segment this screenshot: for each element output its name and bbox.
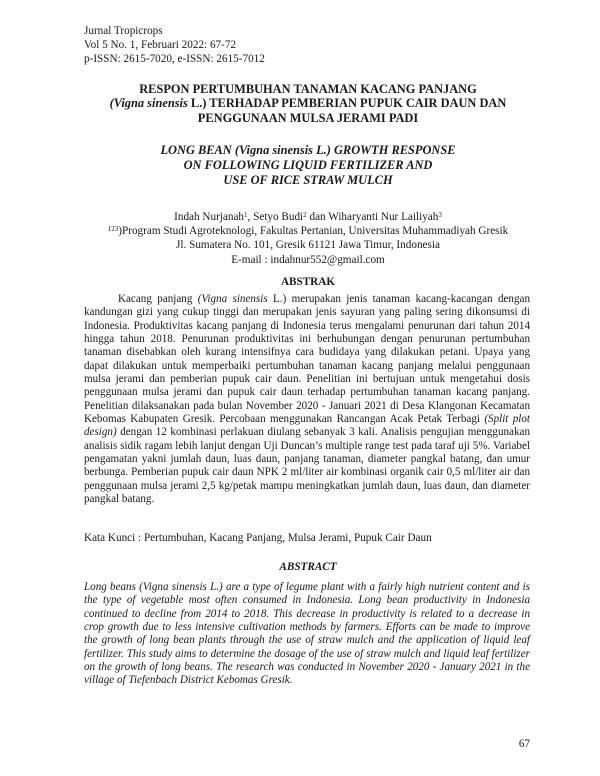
abstrak-text-1: Kacang panjang: [118, 293, 198, 305]
journal-header: [84, 24, 265, 66]
author-2: , Setyo Budi: [247, 211, 304, 223]
abstrak-text-2: L.) merupakan jenis tanaman kacang-kacangan dengan kandungan gizi yang cukup tinggi dan merupakan jenis sayuran yang paling sering dikonsumsi di Indonesia. Produktivitas kacang panjang di Indonesia terus mengalami penurunan dari tahun 2014 hingga tahun 2018. Penurunan produktivitas ini berhubungan dengan penurunan pertumbuhan tanaman disebabkan oleh kurang intensifnya cara budidaya yang dilakukan petani. Upaya yang dapat dilakukan untuk memperbaiki pertumbuhan tanaman kacang panjang melalui penggunaan mulsa jerami dan pemberian pupuk cair daun. Penelitian ini bertujuan untuk mengetahui dosis penggunaan mulsa jerami dan pupuk cair daun terhadap pertumbuhan tanaman kacang panjang. Penelitian dilaksanakan pada bulan November 2020 - Januari 2021 di Desa Klangonan Kecamatan Kebomas Kabupaten Gresik. Percobaan menggunakan Rancangan Acak Petak Terbagi: [84, 293, 530, 426]
author-3-sup: 3: [438, 211, 442, 219]
author-1-sup: 1: [244, 211, 248, 219]
journal-name: Jurnal Tropicrops: [84, 25, 163, 37]
title-indonesian: [84, 82, 532, 125]
abstrak-body: [84, 293, 530, 507]
keywords: Kata Kunci : Pertumbuhan, Kacang Panjang, Mulsa Jerami, Pupuk Cair Daun: [84, 532, 432, 544]
page-number: 67: [518, 738, 530, 750]
abstrak-text-3: dengan 12 kombinasi perlakuan diulang sebanyak 3 kali. Analisis pengujian menggunakan analisis sidik ragam lebih lanjut dengan Uji Duncan’s multiple range test pada taraf uji 5%. Variabel pengamatan yakni jumlah daun, luas daun, panjang tanaman, diameter pangkal batang, dan umur berbunga. Pemberian pupuk cair daun NPK 2 ml/liter air kombinasi organik cair 0,5 ml/liter air dan penggunaan mulsa jerami 2,5 kg/petak mampu meningkatkan jumlah daun, luas daun, dan diameter pangkal batang.: [84, 426, 530, 506]
address: Jl. Sumatera No. 101, Gresik 61121 Jawa Timur, Indonesia: [176, 239, 440, 252]
author-block: [84, 210, 532, 267]
author-2-sup: 2: [303, 211, 307, 219]
abstract-body: Long beans (Vigna sinensis L.) are a type of legume plant with a fairly high nutrient content and is the type of vegetable most often consumed in Indonesia. Long bean productivity in Indonesia continued to decline from 2014 to 2018. This decrease in productivity is related to a decrease in crop growth due to less intensive cultivation methods by farmers. Efforts can be made to improve the growth of long bean plants through the use of straw mulch and the application of liquid leaf fertilizer. This study aims to determine the dosage of the use of straw mulch and liquid leaf fertilizer on the growth of long beans. The research was conducted in November 2020 - January 2021 in the village of Tiefenbach District Kebomas Gresik.: [84, 581, 530, 687]
title-en-line-1: LONG BEAN (Vigna sinensis L.) GROWTH RESPONSE: [160, 143, 456, 157]
journal-volume: Vol 5 No. 1, Februari 2022: 67-72: [84, 39, 237, 51]
author-3: dan Wiharyanti Nur Lailiyah: [306, 211, 439, 223]
abstrak-heading: ABSTRAK: [280, 276, 336, 288]
author-list: [84, 210, 532, 224]
title-en-line-2: ON FOLLOWING LIQUID FERTILIZER AND: [183, 157, 433, 172]
abstract-heading: ABSTRACT: [279, 561, 337, 573]
title-id-line-2-rest: L.) TERHADAP PEMBERIAN PUPUK CAIR DAUN DAN: [187, 96, 507, 111]
author-1: Indah Nurjanah: [174, 211, 245, 223]
title-id-species: (Vigna sinensis: [109, 96, 188, 111]
title-english: [84, 143, 532, 187]
affiliation: [84, 224, 532, 238]
title-en-line-3: USE OF RICE STRAW MULCH: [223, 172, 393, 187]
title-id-line-2: [84, 96, 532, 110]
title-id-line-3: PENGGUNAAN MULSA JERAMI PADI: [197, 110, 419, 125]
abstrak-species: (Vigna sinensis: [197, 293, 268, 305]
abstrak-design: (Split plot design): [84, 413, 530, 439]
title-id-line-1: RESPON PERTUMBUHAN TANAMAN KACANG PANJANG: [139, 82, 477, 96]
affiliation-text: )Program Studi Agroteknologi, Fakultas Pertanian, Universitas Muhammadiyah Gresik: [118, 225, 509, 238]
journal-issn: p-ISSN: 2615-7020, e-ISSN: 2615-7012: [84, 53, 265, 65]
affiliation-sup: 123: [107, 225, 119, 234]
email: E-mail : indahnur552@gmail.com: [231, 253, 385, 266]
